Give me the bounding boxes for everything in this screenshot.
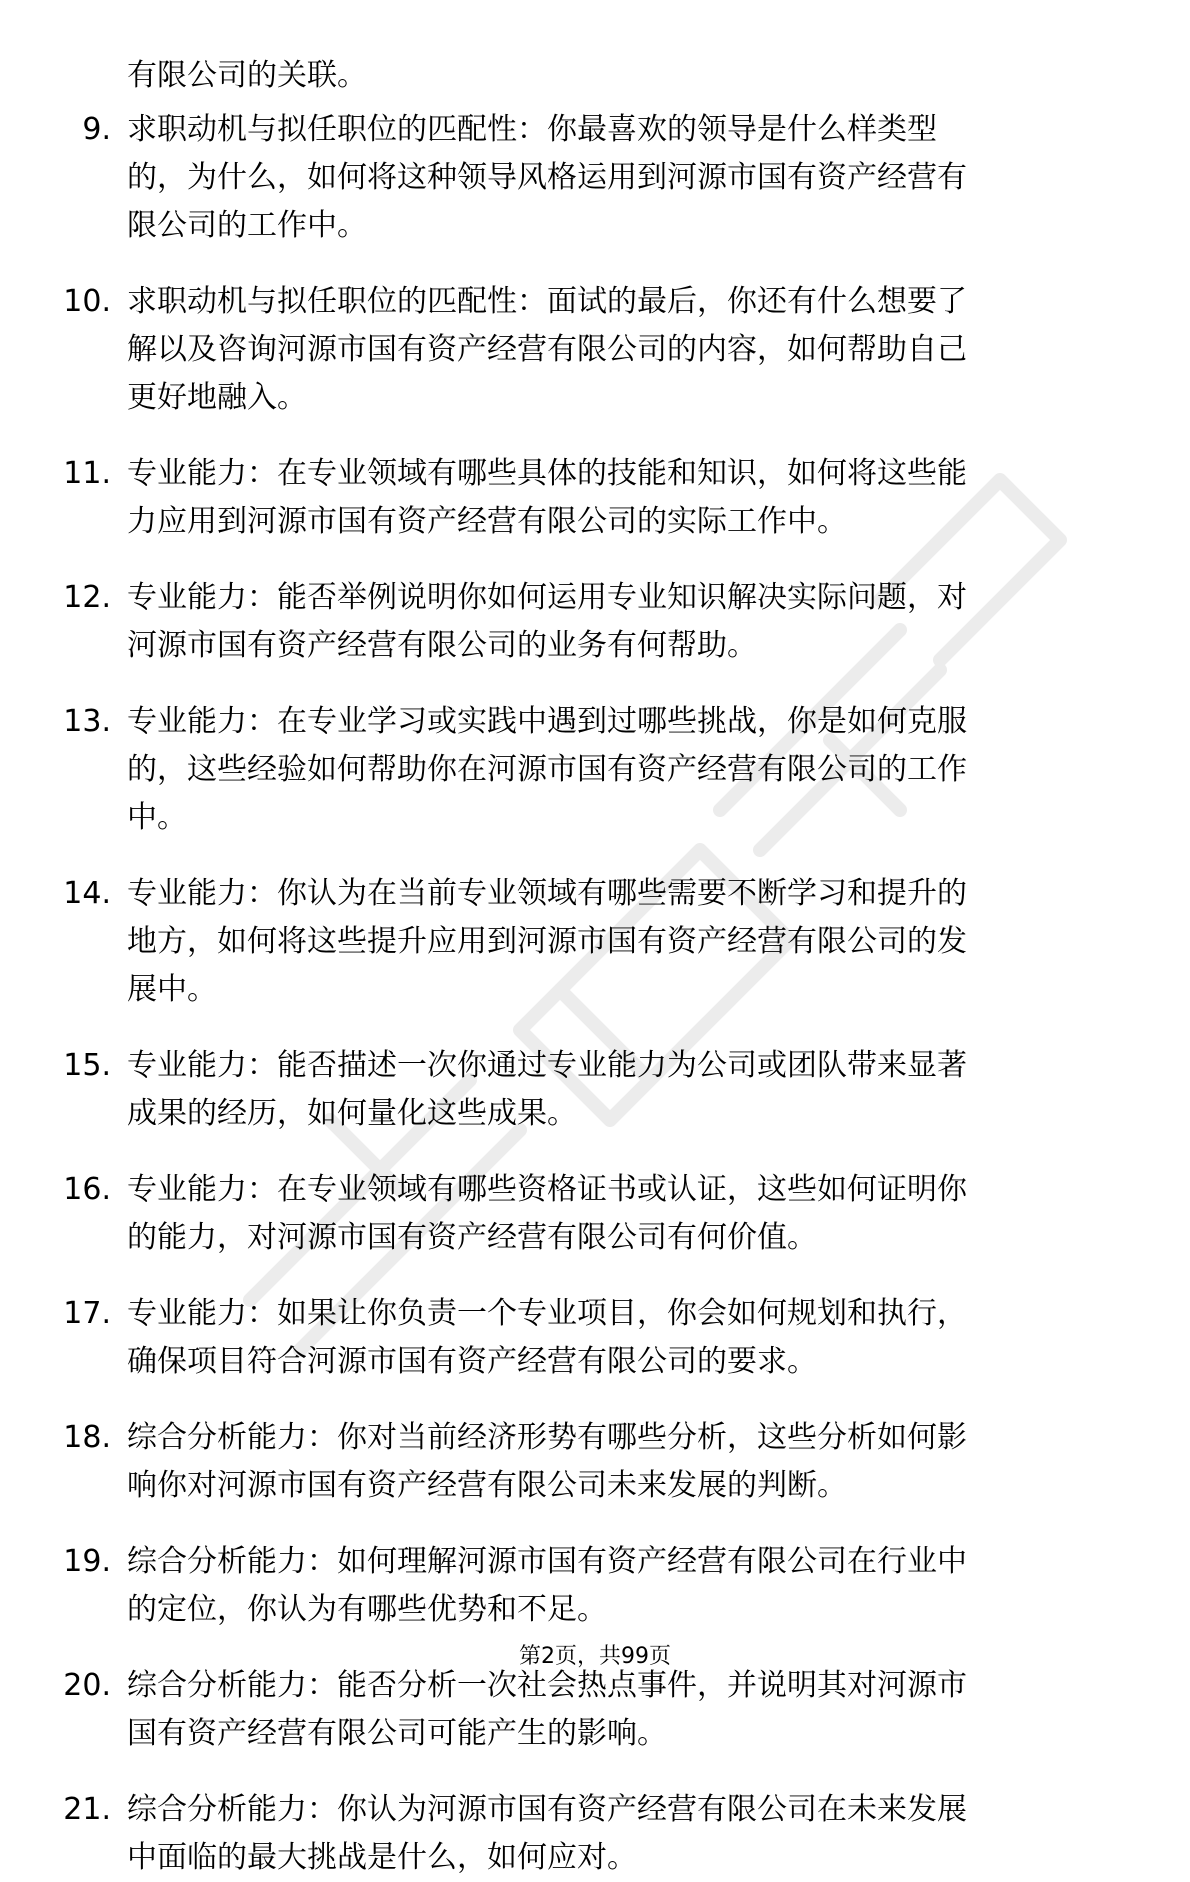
item-text-line: 专业能力：在专业领域有哪些资格证书或认证，这些如何证明你 [127,1172,967,1207]
item-text-line: 解以及咨询河源市国有资产经营有限公司的内容，如何帮助自己 [127,332,967,367]
item-number: 12. [63,580,111,615]
item-text-line: 求职动机与拟任职位的匹配性：你最喜欢的领导是什么样类型 [127,112,937,147]
item-text-line: 力应用到河源市国有资产经营有限公司的实际工作中。 [127,504,847,539]
item-text-line: 的定位，你认为有哪些优势和不足。 [127,1592,607,1627]
item-text-line: 综合分析能力：如何理解河源市国有资产经营有限公司在行业中 [127,1544,967,1579]
continuation-text: 有限公司的关联。 [127,58,367,93]
item-text-line: 的，这些经验如何帮助你在河源市国有资产经营有限公司的工作 [127,752,967,787]
item-text [127,1290,1107,1386]
item-text-line: 综合分析能力：你认为河源市国有资产经营有限公司在未来发展 [127,1792,967,1827]
item-number: 11. [63,456,111,491]
item-text [127,870,1107,1014]
item-text [127,574,1107,670]
item-text [127,106,1107,250]
item-text-line: 确保项目符合河源市国有资产经营有限公司的要求。 [127,1344,817,1379]
item-number: 10. [63,284,111,319]
item-text-line: 限公司的工作中。 [127,208,367,243]
item-text-line: 展中。 [127,972,217,1007]
item-text-line: 综合分析能力：你对当前经济形势有哪些分析，这些分析如何影 [127,1420,967,1455]
item-text-line: 河源市国有资产经营有限公司的业务有何帮助。 [127,628,757,663]
item-text [127,698,1107,842]
item-text-line: 的能力，对河源市国有资产经营有限公司有何价值。 [127,1220,817,1255]
item-text [127,450,1107,546]
item-text [127,1662,1107,1758]
item-number: 20. [63,1668,111,1703]
item-number: 21. [63,1792,111,1827]
item-text-line: 的，为什么，如何将这种领导风格运用到河源市国有资产经营有 [127,160,967,195]
item-text-line: 国有资产经营有限公司可能产生的影响。 [127,1716,667,1751]
item-number: 13. [63,704,111,739]
item-number: 17. [63,1296,111,1331]
item-text [127,1414,1107,1510]
item-text [127,1042,1107,1138]
item-text-line: 求职动机与拟任职位的匹配性：面试的最后，你还有什么想要了 [127,284,967,319]
item-number: 9. [82,112,111,147]
item-text-line: 地方，如何将这些提升应用到河源市国有资产经营有限公司的发 [127,924,967,959]
item-number: 19. [63,1544,111,1579]
item-text-line: 中面临的最大挑战是什么，如何应对。 [127,1840,637,1875]
item-text-line: 专业能力：在专业领域有哪些具体的技能和知识，如何将这些能 [127,456,967,491]
item-text-line: 更好地融入。 [127,380,307,415]
item-text [127,1166,1107,1262]
item-text-line: 专业能力：在专业学习或实践中遇到过哪些挑战，你是如何克服 [127,704,967,739]
item-text-line: 响你对河源市国有资产经营有限公司未来发展的判断。 [127,1468,847,1503]
item-text [127,278,1107,422]
page-footer: 第2页，共99页 [519,1644,671,1669]
item-number: 14. [63,876,111,911]
item-text-line: 专业能力：能否描述一次你通过专业能力为公司或团队带来显著 [127,1048,967,1083]
item-text-line: 中。 [127,800,187,835]
item-number: 16. [63,1172,111,1207]
item-text-line: 专业能力：你认为在当前专业领域有哪些需要不断学习和提升的 [127,876,967,911]
item-number: 18. [63,1420,111,1455]
item-text-line: 专业能力：如果让你负责一个专业项目，你会如何规划和执行， [127,1296,967,1331]
item-text [127,1786,1107,1882]
item-text [127,1538,1107,1634]
item-text-line: 成果的经历，如何量化这些成果。 [127,1096,577,1131]
item-text-line: 综合分析能力：能否分析一次社会热点事件，并说明其对河源市 [127,1668,967,1703]
item-text-line: 专业能力：能否举例说明你如何运用专业知识解决实际问题，对 [127,580,967,615]
item-number: 15. [63,1048,111,1083]
